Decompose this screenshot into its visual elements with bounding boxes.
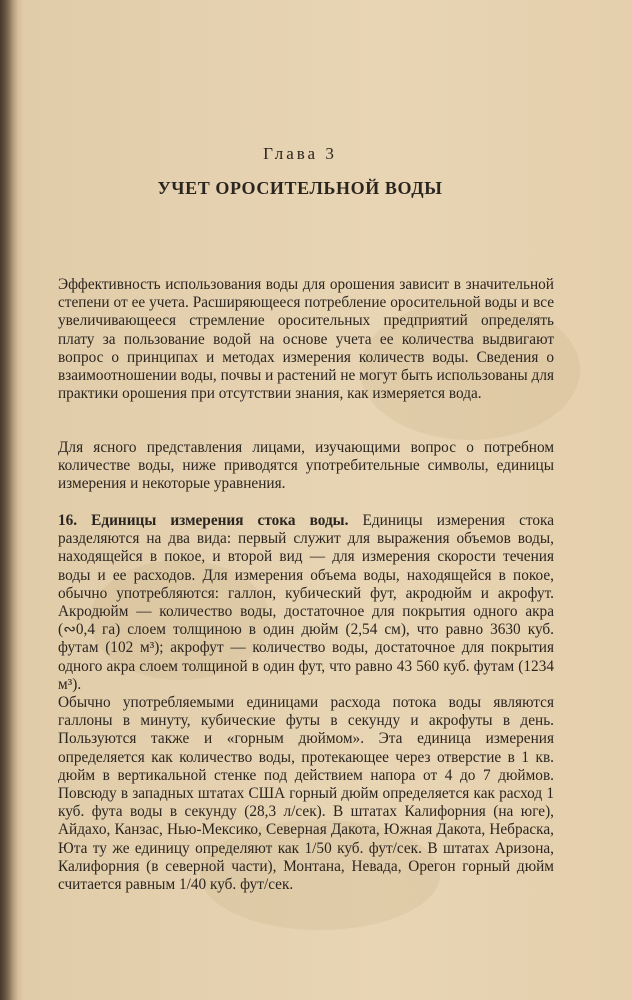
chapter-label: Глава 3 (263, 144, 337, 163)
section-body: Единицы измерения стока разделяются на два вида: первый служит для выражения объемов воды, находящейся в покое, и второй вид — для измерения скорости течения воды и ее расходов. Для измерения объема воды, находящейся в покое, обычно употребляются: галлон, кубический фут, акродюйм и акрофут. Акродюйм — количество воды, достаточное для покрытия одного акра (∾0,4 га) слоем толщиною в один дюйм (2,54 см), что равно 3630 куб. футам (102 м³); акрофут — количество воды, достаточное для покрытия одного акра слоем толщиной в один фут, что равно 43 560 куб. футам (1234 м³). (58, 512, 554, 693)
paragraph-flow-units: Обычно употребляемыми единицами расхода потока воды являются галлоны в минуту, кубические футы в секунду и акрофуты в день. Пользуются также и «горным дюймом». Эта единица измерения определяется как количество воды, протекающее через отверстие в 1 кв. дюйм в вертикальной стенке под действием напора от 4 до 7 дюймов. Повсюду в западных штатах США горный дюйм определяется как расход 1 куб. фута воды в секунду (28,3 л/сек). В штатах Калифорния (на юге), Айдахо, Канзас, Нью-Мексико, Северная Дакота, Южная Дакота, Небраска, Юта ту же единицу определяют как 1/50 куб. фут/сек. В штатах Аризона, Калифорния (в северной части), Монтана, Невада, Орегон горный дюйм считается равным 1/40 куб. фут/сек. (58, 694, 554, 894)
chapter-title: УЧЕТ ОРОСИТЕЛЬНОЙ ВОДЫ (157, 178, 443, 198)
paragraph-section-16 (58, 512, 554, 694)
paragraph-symbols: Для ясного представления лицами, изучающими вопрос о потребном количестве воды, ниже приводятся употребительные символы, единицы измерения и некоторые уравнения. (58, 439, 554, 493)
paragraph-intro: Эффективность использования воды для орошения зависит в значительной степени от ее учета. Расширяющееся потребление оросительной воды и все увеличивающееся стремление оросительных предприятий определять плату за пользование водой на основе учета ее количества выдвигают вопрос о принципах и методах измерения количеств воды. Сведения о взаимоотношении воды, почвы и растений не могут быть использованы для практики орошения при отсутствии знания, как измеряется вода. (58, 276, 554, 403)
section-heading: 16. Единицы измерения стока воды. (58, 512, 349, 529)
